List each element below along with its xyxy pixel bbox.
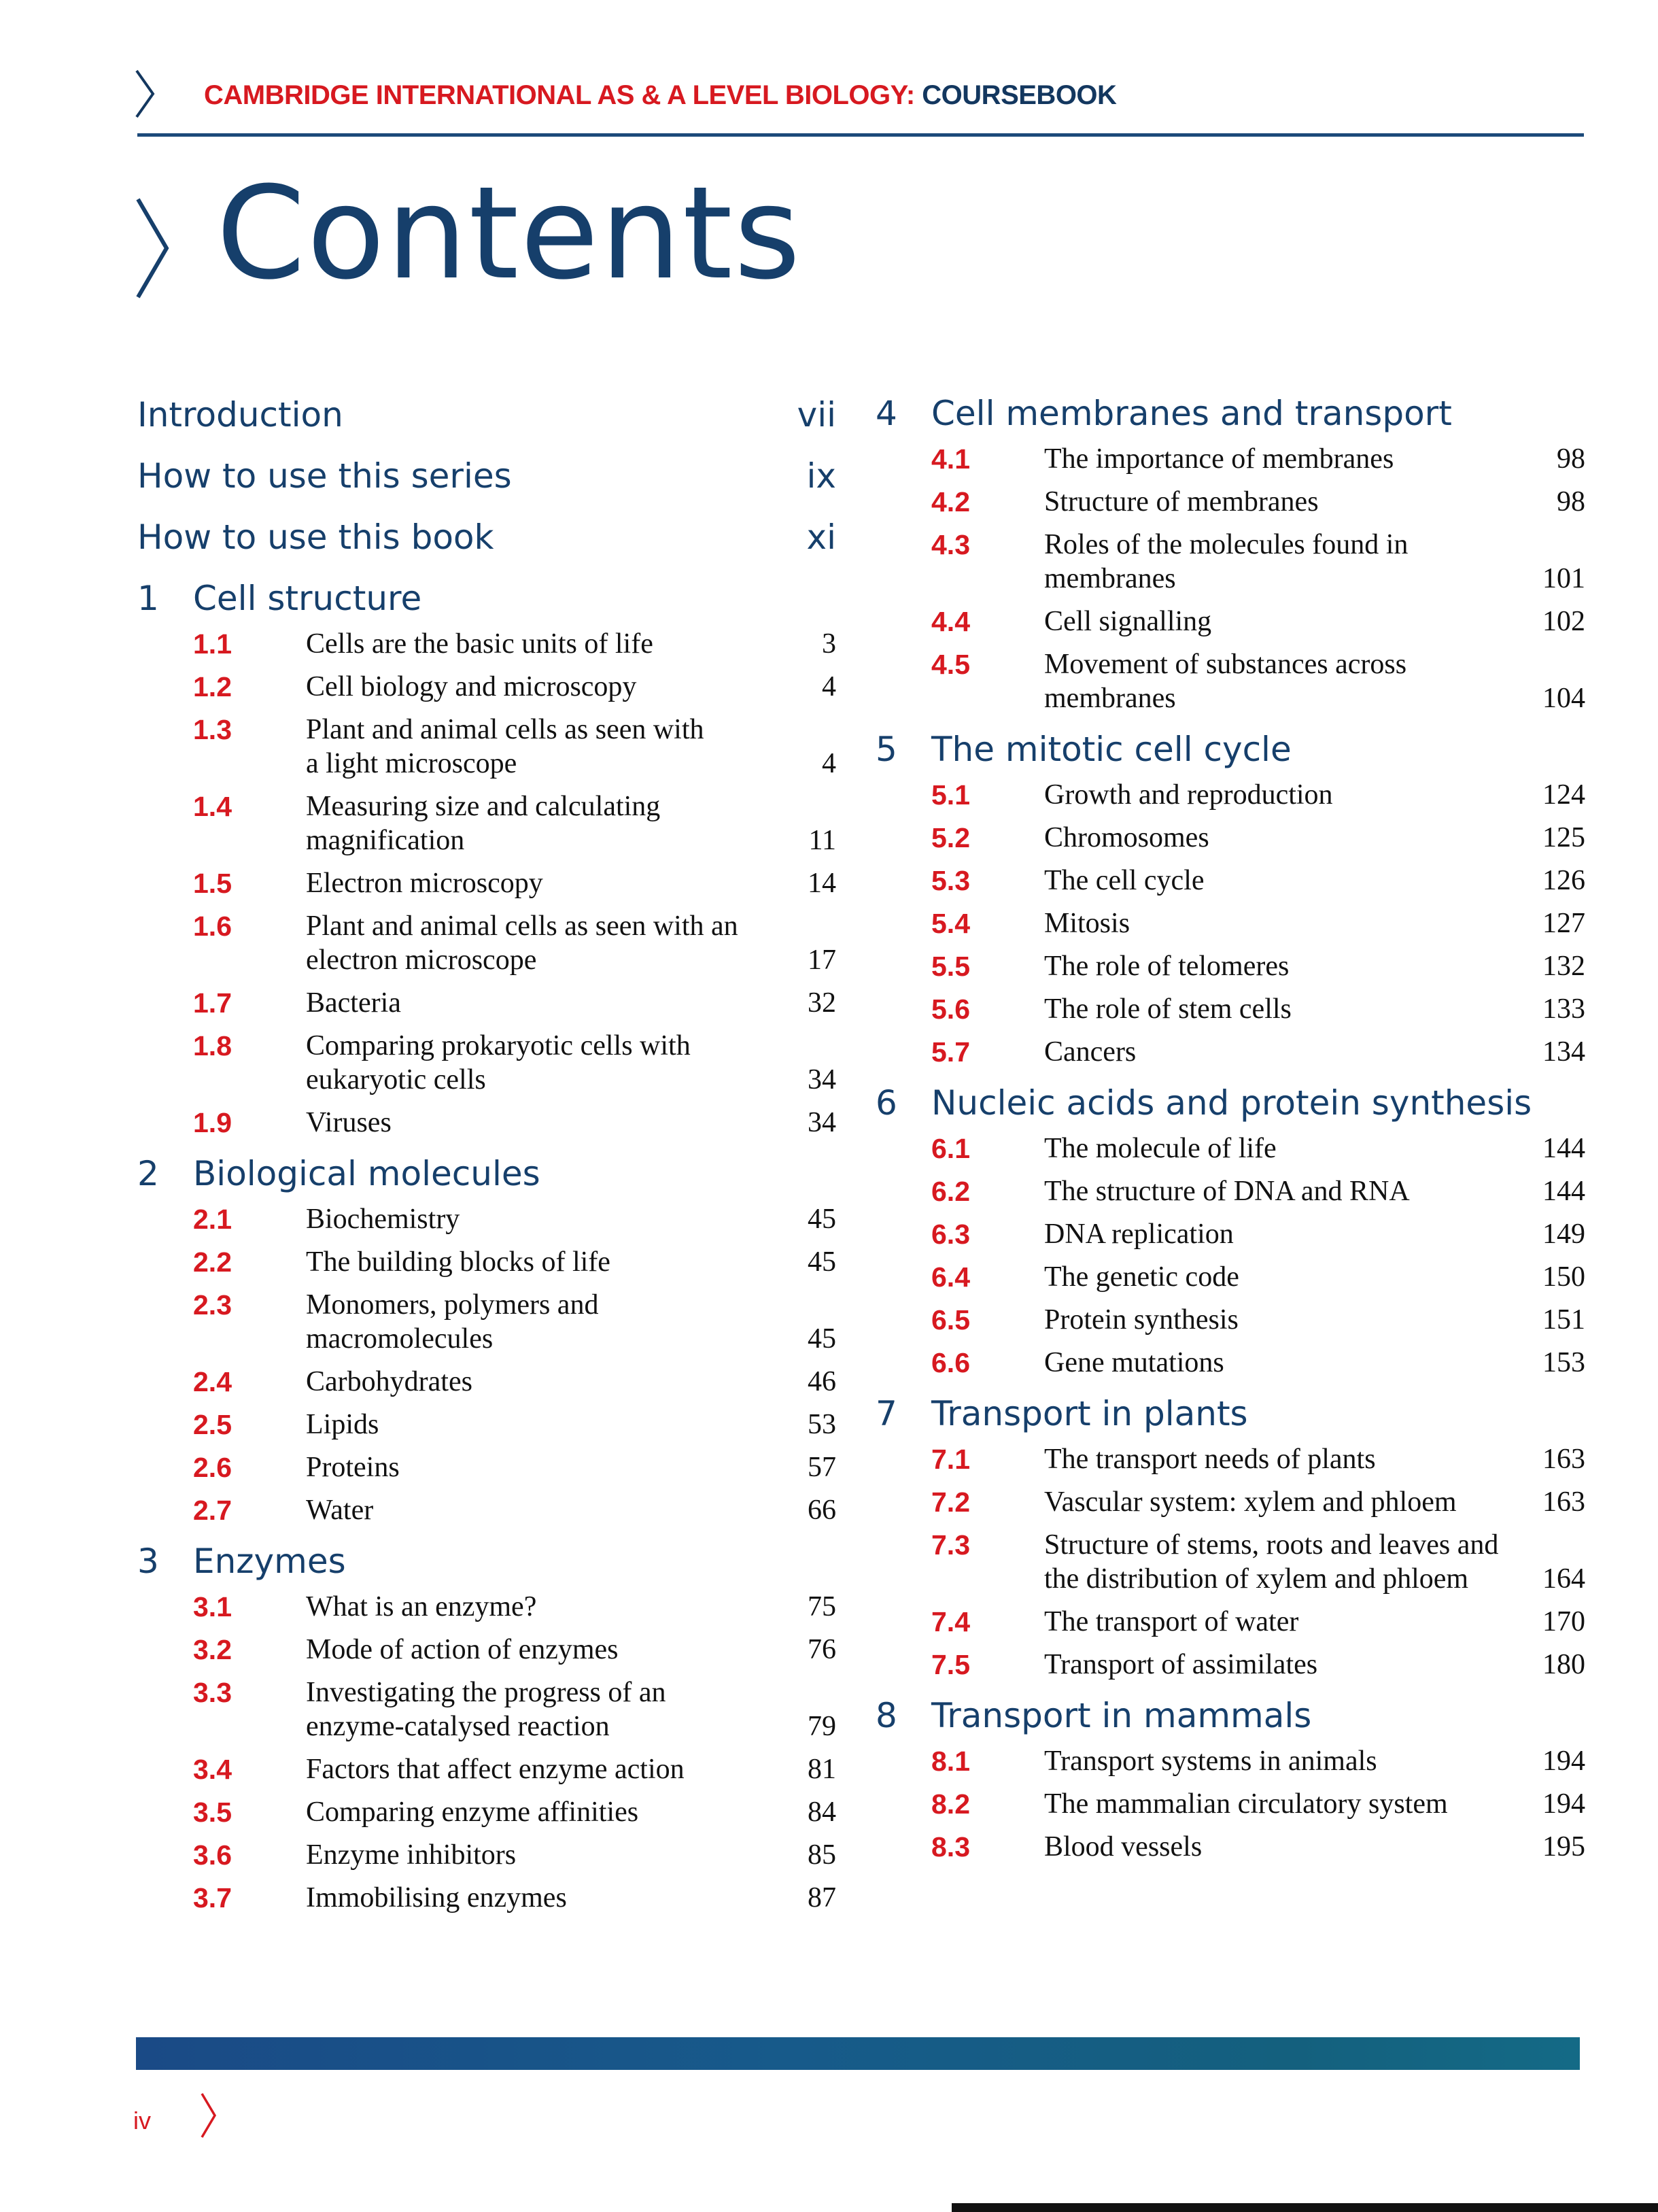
section-page: 4: [822, 671, 836, 702]
section-number: 6.2: [931, 1176, 970, 1207]
chapter-heading[interactable]: [876, 1081, 1585, 1131]
section-number: 8.2: [931, 1788, 970, 1820]
section-entry[interactable]: [876, 1485, 1585, 1519]
section-number: 4.1: [931, 443, 970, 475]
section-entry[interactable]: [137, 909, 836, 977]
section-page: 17: [808, 945, 836, 976]
section-number: 7.5: [931, 1649, 970, 1680]
section-entry[interactable]: [876, 864, 1585, 898]
section-number: 7.4: [931, 1606, 970, 1637]
section-page: 153: [1542, 1347, 1585, 1378]
section-page: 149: [1542, 1219, 1585, 1250]
section-title: Cell biology and microscopy: [306, 671, 637, 702]
section-number: 1.4: [193, 791, 232, 822]
section-page: 46: [808, 1366, 836, 1397]
section-title: Growth and reproduction: [1044, 779, 1333, 811]
section-page: 98: [1557, 443, 1585, 475]
running-header-book: COURSEBOOK: [922, 80, 1117, 110]
section-title: Plant and animal cells as seen with an electron microscope: [306, 911, 738, 976]
section-entry[interactable]: [876, 778, 1585, 812]
chapter-number: 6: [876, 1083, 897, 1123]
section-page: 124: [1542, 779, 1585, 811]
section-title: Gene mutations: [1044, 1347, 1224, 1378]
section-entry[interactable]: [876, 906, 1585, 940]
chapter-heading[interactable]: [876, 728, 1585, 778]
section-page: 144: [1542, 1176, 1585, 1207]
section-number: 6.3: [931, 1219, 970, 1250]
section-page: 194: [1542, 1788, 1585, 1820]
section-entry[interactable]: [137, 986, 836, 1020]
section-entry[interactable]: [876, 1744, 1585, 1778]
section-entry[interactable]: [876, 485, 1585, 519]
section-number: 1.2: [193, 671, 232, 702]
chapter-number: 8: [876, 1696, 897, 1735]
section-entry[interactable]: [137, 1752, 836, 1786]
section-title: DNA replication: [1044, 1219, 1234, 1250]
section-title: Bacteria: [306, 987, 401, 1019]
section-title: Protein synthesis: [1044, 1304, 1239, 1335]
section-number: 3.5: [193, 1797, 232, 1828]
section-title: Factors that affect enzyme action: [306, 1754, 685, 1785]
section-number: 5.7: [931, 1036, 970, 1068]
chevron-right-icon: [201, 2092, 217, 2139]
section-page: 133: [1542, 993, 1585, 1025]
section-entry[interactable]: [137, 1675, 836, 1743]
section-title: Comparing prokaryotic cells with eukaryotic cells: [306, 1030, 691, 1095]
section-number: 1.7: [193, 987, 232, 1019]
section-title: The role of stem cells: [1044, 993, 1292, 1025]
section-title: The structure of DNA and RNA: [1044, 1176, 1410, 1207]
footer-bar: [136, 2037, 1580, 2070]
chevron-right-icon: [136, 197, 170, 299]
section-entry[interactable]: [876, 1174, 1585, 1208]
section-title: Structure of stems, roots and leaves and the distribution of xylem and phloem: [1044, 1529, 1499, 1595]
running-header: [204, 80, 1116, 111]
section-title: Movement of substances across membranes: [1044, 649, 1407, 714]
page-title: Contents: [216, 159, 802, 308]
section-page: 151: [1542, 1304, 1585, 1335]
section-entry[interactable]: [137, 1795, 836, 1829]
section-entry[interactable]: [137, 1245, 836, 1279]
section-title: Viruses: [306, 1107, 392, 1138]
section-page: 104: [1542, 683, 1585, 714]
section-number: 5.1: [931, 779, 970, 811]
section-number: 5.3: [931, 865, 970, 896]
section-number: 2.2: [193, 1246, 232, 1278]
section-number: 3.2: [193, 1634, 232, 1665]
section-page: 4: [822, 748, 836, 779]
chapter-title: The mitotic cell cycle: [931, 730, 1292, 769]
front-matter-page: ix: [806, 456, 836, 496]
section-page: 53: [808, 1409, 836, 1440]
section-page: 132: [1542, 951, 1585, 982]
section-page: 84: [808, 1797, 836, 1828]
section-number: 4.5: [931, 649, 970, 680]
section-entry[interactable]: [137, 1633, 836, 1667]
section-title: Transport systems in animals: [1044, 1746, 1377, 1777]
section-entry[interactable]: [876, 1830, 1585, 1864]
section-entry[interactable]: [137, 1838, 836, 1872]
section-page: 127: [1542, 908, 1585, 939]
chevron-right-icon: [135, 69, 155, 118]
section-title: Immobilising enzymes: [306, 1882, 567, 1913]
section-number: 4.4: [931, 606, 970, 637]
section-number: 8.1: [931, 1746, 970, 1777]
section-title: Roles of the molecules found in membranes: [1044, 529, 1409, 594]
section-entry[interactable]: [137, 1408, 836, 1442]
front-matter-title: How to use this book: [137, 517, 494, 557]
section-entry[interactable]: [137, 1365, 836, 1399]
section-page: 195: [1542, 1831, 1585, 1862]
section-title: Biochemistry: [306, 1204, 460, 1235]
section-page: 164: [1542, 1563, 1585, 1595]
section-page: 32: [808, 987, 836, 1019]
section-page: 87: [808, 1882, 836, 1913]
section-page: 14: [808, 868, 836, 899]
section-title: Carbohydrates: [306, 1366, 472, 1397]
section-number: 6.1: [931, 1133, 970, 1164]
section-title: Comparing enzyme affinities: [306, 1797, 639, 1828]
chapter-number: 1: [137, 579, 159, 618]
section-page: 11: [808, 825, 836, 856]
section-entry[interactable]: [137, 789, 836, 857]
section-number: 1.9: [193, 1107, 232, 1138]
front-matter-page: xi: [806, 517, 836, 557]
section-number: 1.3: [193, 714, 232, 745]
section-page: 57: [808, 1452, 836, 1483]
section-entry[interactable]: [876, 992, 1585, 1026]
section-number: 7.2: [931, 1486, 970, 1518]
section-entry[interactable]: [876, 1346, 1585, 1380]
section-number: 2.7: [193, 1495, 232, 1526]
front-matter-entry[interactable]: [137, 454, 836, 515]
section-entry[interactable]: [876, 442, 1585, 476]
section-number: 5.4: [931, 908, 970, 939]
section-entry[interactable]: [876, 647, 1585, 715]
section-entry[interactable]: [876, 1442, 1585, 1476]
section-entry[interactable]: [876, 821, 1585, 855]
section-entry[interactable]: [876, 1787, 1585, 1821]
section-entry[interactable]: [876, 1131, 1585, 1165]
section-number: 6.5: [931, 1304, 970, 1335]
section-title: Transport of assimilates: [1044, 1649, 1318, 1680]
section-number: 8.3: [931, 1831, 970, 1862]
section-page: 45: [808, 1323, 836, 1355]
section-entry[interactable]: [137, 670, 836, 704]
section-page: 66: [808, 1495, 836, 1526]
section-title: The mammalian circulatory system: [1044, 1788, 1448, 1820]
section-entry[interactable]: [137, 627, 836, 661]
section-number: 3.7: [193, 1882, 232, 1913]
section-number: 2.1: [193, 1204, 232, 1235]
section-page: 144: [1542, 1133, 1585, 1164]
section-title: The cell cycle: [1044, 865, 1205, 896]
section-page: 101: [1542, 563, 1585, 594]
contents-column-left: [137, 393, 836, 1924]
section-title: The transport needs of plants: [1044, 1444, 1376, 1475]
section-title: Proteins: [306, 1452, 400, 1483]
section-page: 125: [1542, 822, 1585, 853]
section-title: The role of telomeres: [1044, 951, 1290, 982]
section-title: The molecule of life: [1044, 1133, 1277, 1164]
chapter-heading[interactable]: [876, 1392, 1585, 1442]
section-number: 3.1: [193, 1591, 232, 1622]
section-title: The building blocks of life: [306, 1246, 610, 1278]
section-entry[interactable]: [137, 1493, 836, 1527]
section-page: 85: [808, 1839, 836, 1871]
section-number: 1.6: [193, 911, 232, 942]
section-title: Monomers, polymers and macromolecules: [306, 1289, 599, 1355]
chapter-number: 5: [876, 730, 897, 769]
section-title: Mode of action of enzymes: [306, 1634, 619, 1665]
section-page: 79: [808, 1711, 836, 1742]
chapter-heading[interactable]: [137, 577, 836, 627]
section-page: 170: [1542, 1606, 1585, 1637]
section-page: 163: [1542, 1486, 1585, 1518]
section-page: 3: [822, 628, 836, 660]
section-number: 3.6: [193, 1839, 232, 1871]
section-number: 5.6: [931, 993, 970, 1025]
section-page: 102: [1542, 606, 1585, 637]
section-page: 126: [1542, 865, 1585, 896]
section-page: 134: [1542, 1036, 1585, 1068]
section-entry[interactable]: [137, 866, 836, 900]
section-page: 34: [808, 1064, 836, 1095]
page-number: iv: [133, 2107, 151, 2134]
chapter-title: Enzymes: [193, 1542, 346, 1581]
section-entry[interactable]: [876, 1648, 1585, 1682]
header-divider: [137, 133, 1584, 137]
section-number: 2.6: [193, 1452, 232, 1483]
section-entry[interactable]: [876, 605, 1585, 639]
section-page: 81: [808, 1754, 836, 1785]
section-entry[interactable]: [876, 1260, 1585, 1294]
chapter-title: Nucleic acids and protein synthesis: [931, 1083, 1532, 1123]
chapter-title: Cell membranes and transport: [931, 394, 1452, 433]
chapter-title: Cell structure: [193, 579, 422, 618]
section-title: Structure of membranes: [1044, 486, 1319, 517]
section-number: 7.1: [931, 1444, 970, 1475]
section-entry[interactable]: [137, 1029, 836, 1097]
section-number: 3.3: [193, 1677, 232, 1708]
section-number: 6.4: [931, 1261, 970, 1293]
section-number: 5.5: [931, 951, 970, 982]
section-title: What is an enzyme?: [306, 1591, 537, 1622]
section-number: 1.1: [193, 628, 232, 660]
contents-column-right: [876, 392, 1585, 1873]
section-title: Lipids: [306, 1409, 379, 1440]
section-title: Chromosomes: [1044, 822, 1209, 853]
section-entry[interactable]: [137, 1106, 836, 1140]
scan-edge: [952, 2203, 1658, 2212]
section-entry[interactable]: [876, 528, 1585, 596]
section-page: 180: [1542, 1649, 1585, 1680]
chapter-number: 2: [137, 1154, 159, 1193]
section-title: Electron microscopy: [306, 868, 543, 899]
section-title: Cancers: [1044, 1036, 1137, 1068]
section-entry[interactable]: [137, 1288, 836, 1356]
section-page: 75: [808, 1591, 836, 1622]
chapter-heading[interactable]: [876, 392, 1585, 442]
front-matter-entry[interactable]: [137, 393, 836, 454]
section-title: Mitosis: [1044, 908, 1130, 939]
section-title: Investigating the progress of an enzyme-catalysed reaction: [306, 1677, 666, 1742]
section-entry[interactable]: [876, 949, 1585, 983]
front-matter-title: Introduction: [137, 395, 343, 435]
chapter-heading[interactable]: [137, 1539, 836, 1590]
section-entry[interactable]: [876, 1605, 1585, 1639]
section-title: Vascular system: xylem and phloem: [1044, 1486, 1457, 1518]
chapter-number: 7: [876, 1394, 897, 1433]
section-title: Cells are the basic units of life: [306, 628, 653, 660]
chapter-title: Transport in mammals: [931, 1696, 1312, 1735]
section-title: The importance of membranes: [1044, 443, 1394, 475]
section-title: Blood vessels: [1044, 1831, 1203, 1862]
section-number: 2.3: [193, 1289, 232, 1321]
section-number: 4.3: [931, 529, 970, 560]
section-page: 34: [808, 1107, 836, 1138]
section-entry[interactable]: [137, 1450, 836, 1484]
section-page: 163: [1542, 1444, 1585, 1475]
section-page: 45: [808, 1204, 836, 1235]
front-matter-page: vii: [797, 395, 836, 435]
chapter-title: Biological molecules: [193, 1154, 540, 1193]
section-page: 194: [1542, 1746, 1585, 1777]
section-entry[interactable]: [876, 1528, 1585, 1596]
section-title: Enzyme inhibitors: [306, 1839, 517, 1871]
section-entry[interactable]: [137, 713, 836, 781]
section-entry[interactable]: [876, 1303, 1585, 1337]
section-page: 45: [808, 1246, 836, 1278]
section-entry[interactable]: [137, 1202, 836, 1236]
section-number: 2.4: [193, 1366, 232, 1397]
section-entry[interactable]: [137, 1881, 836, 1915]
section-number: 7.3: [931, 1529, 970, 1561]
section-page: 98: [1557, 486, 1585, 517]
section-title: Cell signalling: [1044, 606, 1212, 637]
section-entry[interactable]: [137, 1590, 836, 1624]
chapter-number: 4: [876, 394, 897, 433]
section-number: 4.2: [931, 486, 970, 517]
section-title: The genetic code: [1044, 1261, 1239, 1293]
section-entry[interactable]: [876, 1217, 1585, 1251]
chapter-title: Transport in plants: [931, 1394, 1248, 1433]
section-title: Plant and animal cells as seen with a light microscope: [306, 714, 704, 779]
section-number: 5.2: [931, 822, 970, 853]
section-page: 150: [1542, 1261, 1585, 1293]
chapter-heading[interactable]: [876, 1694, 1585, 1744]
chapter-number: 3: [137, 1542, 159, 1581]
section-number: 6.6: [931, 1347, 970, 1378]
section-title: Water: [306, 1495, 374, 1526]
front-matter-entry[interactable]: [137, 515, 836, 577]
front-matter-title: How to use this series: [137, 456, 512, 496]
section-title: The transport of water: [1044, 1606, 1299, 1637]
chapter-heading[interactable]: [137, 1152, 836, 1202]
running-header-series: CAMBRIDGE INTERNATIONAL AS & A LEVEL BIOLOGY:: [204, 80, 915, 110]
section-title: Measuring size and calculating magnification: [306, 791, 661, 856]
section-page: 76: [808, 1634, 836, 1665]
section-number: 1.5: [193, 868, 232, 899]
section-number: 1.8: [193, 1030, 232, 1061]
section-entry[interactable]: [876, 1035, 1585, 1069]
section-number: 2.5: [193, 1409, 232, 1440]
section-number: 3.4: [193, 1754, 232, 1785]
